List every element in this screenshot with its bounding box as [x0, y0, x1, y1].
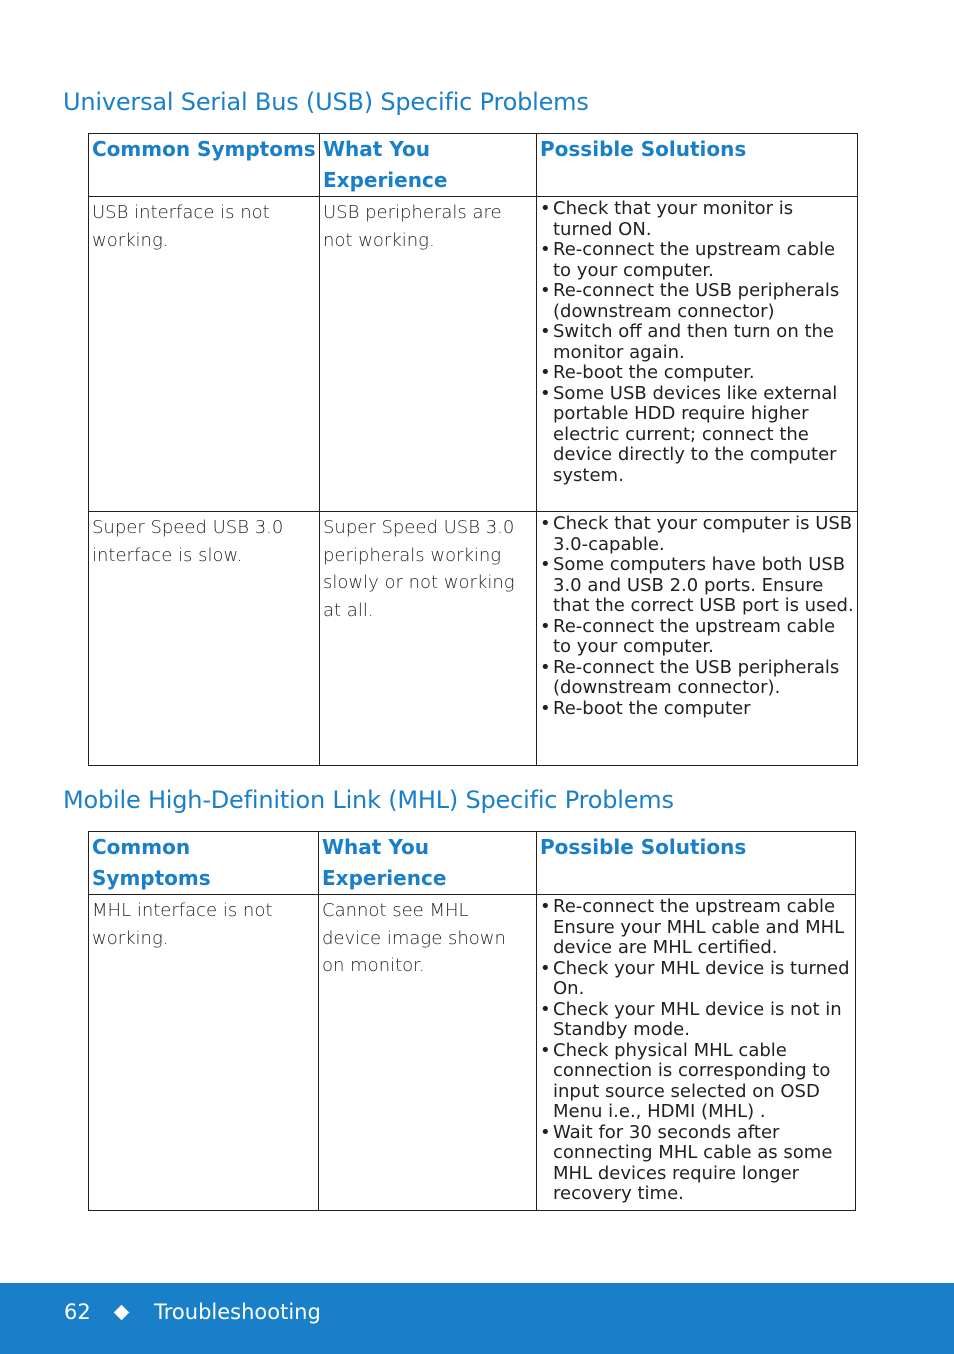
experience-cell: Super Speed USB 3.0 peripherals working slowly or not working at all.: [320, 512, 537, 766]
experience-cell: USB peripherals are not working.: [320, 197, 537, 512]
solutions-list: [540, 514, 854, 719]
column-header-symptoms: Common Symptoms: [89, 832, 319, 895]
column-header-experience: What You Experience: [319, 832, 537, 895]
symptom-cell: Super Speed USB 3.0 interface is slow.: [89, 512, 320, 766]
symptom-cell: USB interface is not working.: [89, 197, 320, 512]
page-number: 62: [64, 1300, 91, 1324]
list-item: • Re-connect the USB peripherals (downstream connector): [540, 281, 854, 322]
table-row: [89, 197, 858, 512]
solutions-cell: [537, 512, 858, 766]
list-item: • Re-boot the computer.: [540, 363, 854, 384]
list-item: • Wait for 30 seconds after connecting MHL cable as some MHL devices require longer recovery time.: [540, 1123, 852, 1205]
column-header-experience: What You Experience: [320, 134, 537, 197]
list-item: • Some computers have both USB 3.0 and USB 2.0 ports. Ensure that the correct USB port is used.: [540, 555, 854, 617]
column-header-symptoms: Common Symptoms: [89, 134, 320, 197]
table-row: [89, 895, 856, 1211]
usb-problems-table: [88, 133, 858, 766]
list-item: • Re-connect the USB peripherals (downstream connector).: [540, 658, 854, 699]
page-footer: [0, 1283, 954, 1354]
list-item: • Check that your computer is USB 3.0-capable.: [540, 514, 854, 555]
solutions-cell: [537, 197, 858, 512]
list-item: • Check your MHL device is not in Standby mode.: [540, 1000, 852, 1041]
table-row: [89, 512, 858, 766]
footer-section-title: Troubleshooting: [154, 1300, 321, 1324]
list-item: • Check your MHL device is turned On.: [540, 959, 852, 1000]
solutions-list: [540, 897, 852, 1205]
column-header-solutions: Possible Solutions: [537, 832, 856, 895]
column-header-solutions: Possible Solutions: [537, 134, 858, 197]
experience-cell: Cannot see MHL device image shown on monitor.: [319, 895, 537, 1211]
diamond-separator-icon: [114, 1305, 130, 1321]
solutions-cell: [537, 895, 856, 1211]
usb-section-heading: Universal Serial Bus (USB) Specific Problems: [63, 88, 589, 116]
table-header-row: [89, 134, 858, 197]
symptom-cell: MHL interface is not working.: [89, 895, 319, 1211]
list-item: • Re-connect the upstream cable Ensure your MHL cable and MHL device are MHL certified.: [540, 897, 852, 959]
list-item: • Re-boot the computer: [540, 699, 854, 720]
list-item: • Re-connect the upstream cable to your computer.: [540, 617, 854, 658]
table-header-row: [89, 832, 856, 895]
list-item: • Switch off and then turn on the monitor again.: [540, 322, 854, 363]
mhl-problems-table: [88, 831, 856, 1211]
list-item: • Re-connect the upstream cable to your computer.: [540, 240, 854, 281]
list-item: • Some USB devices like external portable HDD require higher electric current; connect the device directly to the computer system.: [540, 384, 854, 487]
list-item: • Check that your monitor is turned ON.: [540, 199, 854, 240]
mhl-section-heading: Mobile High-Definition Link (MHL) Specific Problems: [63, 786, 674, 814]
list-item: • Check physical MHL cable connection is corresponding to input source selected on OSD Menu i.e., HDMI (MHL) .: [540, 1041, 852, 1123]
solutions-list: [540, 199, 854, 486]
